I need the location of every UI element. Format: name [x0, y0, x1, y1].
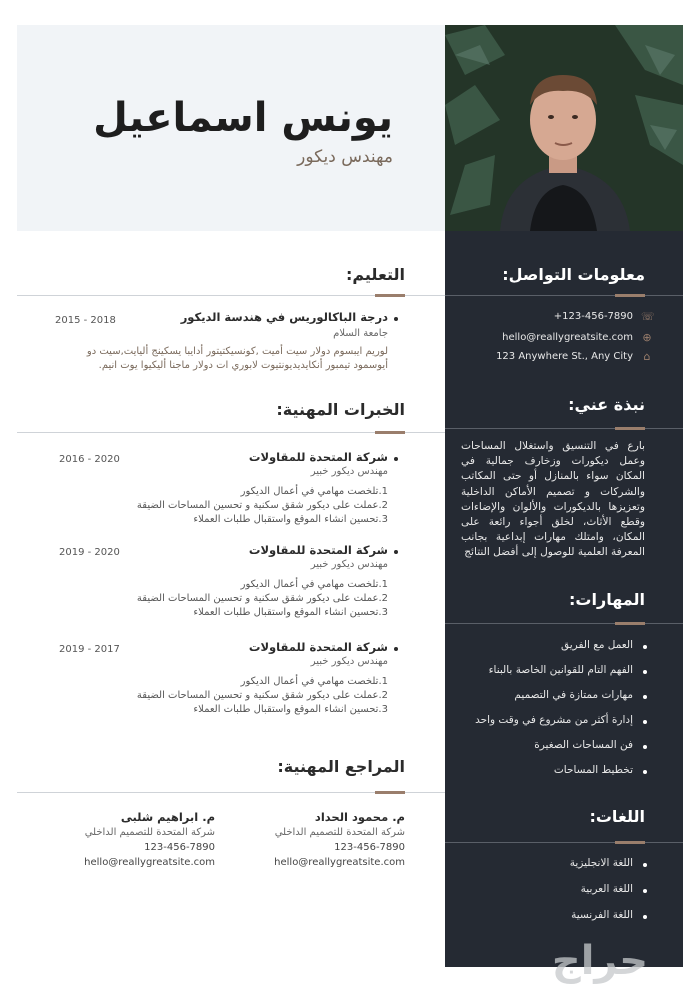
person-name: يونس اسماعيل	[93, 95, 393, 141]
job-role: مهندس ديكور خبير	[310, 466, 388, 477]
resume-page	[17, 25, 683, 967]
job-role: مهندس ديكور خبير	[310, 656, 388, 667]
job-task: 3.تحسين انشاء الموقع واستقبال طلبات العملاء	[193, 514, 388, 525]
education-description: لوريم ايبسوم دولار سيت أميت ,كونسيكتيتور أدايبا يسكينج أليايت,سيت دو أيوسمود تيمبور أنكايديديونتيوت لابوري ات دولار ماجنا أليكيوا يوت انيم.	[86, 346, 388, 371]
job-years: 2016 - 2020	[59, 454, 120, 465]
language-item: اللغة الفرنسية	[571, 909, 633, 921]
experience-accent	[375, 431, 405, 434]
about-accent	[615, 427, 645, 430]
bullet	[643, 889, 647, 893]
reference-name: م. محمود الحداد	[314, 810, 405, 824]
reference-org: شركة المتحدة للتصميم الداخلي	[84, 827, 215, 838]
job-years: 2019 - 2017	[59, 644, 120, 655]
bullet	[394, 317, 398, 321]
bullet	[643, 645, 647, 649]
education-accent	[375, 294, 405, 297]
bullet	[394, 647, 398, 651]
contact-address: 123 Anywhere St., Any City	[496, 351, 633, 362]
skill-item: تخطيط المساحات	[553, 764, 633, 776]
language-item: اللغة العربية	[580, 883, 633, 895]
about-text: بارع في التنسيق واستغلال المساحات وعمل ديكورات وزخارف جمالية في المكان سواء بالمنازل أو حتى المكاتب والشركات و تصميم الأماكن الداخلية وتعزيزها بالديكورات والألوان والإضاءات وقطع الأثاث، لخلق أجواء رائعة على المكان، وامتلك مهارات إبداعية بجانب المعرفة العلمية للوصول إلى أفضل النتائج	[461, 440, 645, 559]
about-heading: نبذة عني:	[568, 395, 645, 414]
reference-org: شركة المتحدة للتصميم الداخلي	[274, 827, 405, 838]
job-task: 2.عملت على ديكور شقق سكنية و تحسين المساحات الضيقة	[136, 593, 388, 604]
reference-phone: 123-456-7890	[144, 842, 215, 853]
job-task: 3.تحسين انشاء الموقع واستقبال طلبات العملاء	[193, 704, 388, 715]
job-task: 3.تحسين انشاء الموقع واستقبال طلبات العملاء	[193, 607, 388, 618]
bullet	[643, 770, 647, 774]
job-company: شركة المتحدة للمقاولات	[248, 640, 388, 654]
skills-accent	[615, 622, 645, 625]
skill-item: إدارة أكثر من مشروع في وقت واحد	[475, 714, 633, 726]
job-task: 1.تلخصت مهامي في أعمال الديكور	[240, 486, 388, 497]
job-task: 2.عملت على ديكور شقق سكنية و تحسين المساحات الضيقة	[136, 500, 388, 511]
skill-item: الفهم التام للقوانين الخاصة بالبناء	[488, 664, 633, 676]
phone-icon: ☏	[641, 310, 655, 323]
profile-photo	[445, 25, 683, 231]
job-task: 1.تلخصت مهامي في أعمال الديكور	[240, 676, 388, 687]
about-rule	[445, 428, 683, 429]
job-title: مهندس ديكور	[297, 147, 393, 167]
language-item: اللغة الانجليزية	[569, 857, 633, 869]
globe-icon: ⊕	[642, 331, 652, 344]
contact-rule	[445, 295, 683, 296]
bullet	[643, 720, 647, 724]
haraj-watermark: حراج	[551, 938, 649, 984]
bullet	[394, 457, 398, 461]
job-task: 2.عملت على ديكور شقق سكنية و تحسين المساحات الضيقة	[136, 690, 388, 701]
experience-heading: الخبرات المهنية:	[276, 400, 405, 419]
bullet	[643, 863, 647, 867]
references-heading: المراجع المهنية:	[277, 757, 405, 776]
skills-rule	[445, 623, 683, 624]
reference-email[interactable]: hello@reallygreatsite.com	[274, 857, 405, 868]
education-degree: درجة الباكالوريس في هندسة الديكور	[180, 310, 388, 324]
skills-heading: المهارات:	[569, 590, 645, 609]
skill-item: العمل مع الفريق	[561, 639, 633, 651]
education-years: 2015 - 2018	[55, 315, 116, 326]
languages-heading: اللغات:	[589, 807, 645, 826]
bullet	[394, 550, 398, 554]
job-role: مهندس ديكور خبير	[310, 559, 388, 570]
contact-phone: +123-456-7890	[553, 311, 633, 322]
portrait-image	[445, 25, 683, 231]
references-accent	[375, 791, 405, 794]
languages-rule	[445, 842, 683, 843]
bullet	[643, 670, 647, 674]
job-company: شركة المتحدة للمقاولات	[248, 450, 388, 464]
reference-name: م. ابراهيم شلبى	[120, 810, 215, 824]
languages-accent	[615, 841, 645, 844]
contact-accent	[615, 294, 645, 297]
job-years: 2019 - 2020	[59, 547, 120, 558]
bullet	[643, 745, 647, 749]
bullet	[643, 695, 647, 699]
reference-email[interactable]: hello@reallygreatsite.com	[84, 857, 215, 868]
bullet	[643, 915, 647, 919]
job-task: 1.تلخصت مهامي في أعمال الديكور	[240, 579, 388, 590]
home-icon: ⌂	[643, 350, 651, 363]
education-school: جامعة السلام	[333, 328, 388, 339]
education-heading: التعليم:	[345, 265, 405, 284]
contact-heading: معلومات التواصل:	[502, 265, 645, 284]
reference-phone: 123-456-7890	[334, 842, 405, 853]
skill-item: فن المساحات الصغيرة	[534, 739, 633, 751]
contact-email[interactable]: hello@reallygreatsite.com	[502, 332, 633, 343]
skill-item: مهارات ممتازة في التصميم	[514, 689, 633, 701]
job-company: شركة المتحدة للمقاولات	[248, 543, 388, 557]
